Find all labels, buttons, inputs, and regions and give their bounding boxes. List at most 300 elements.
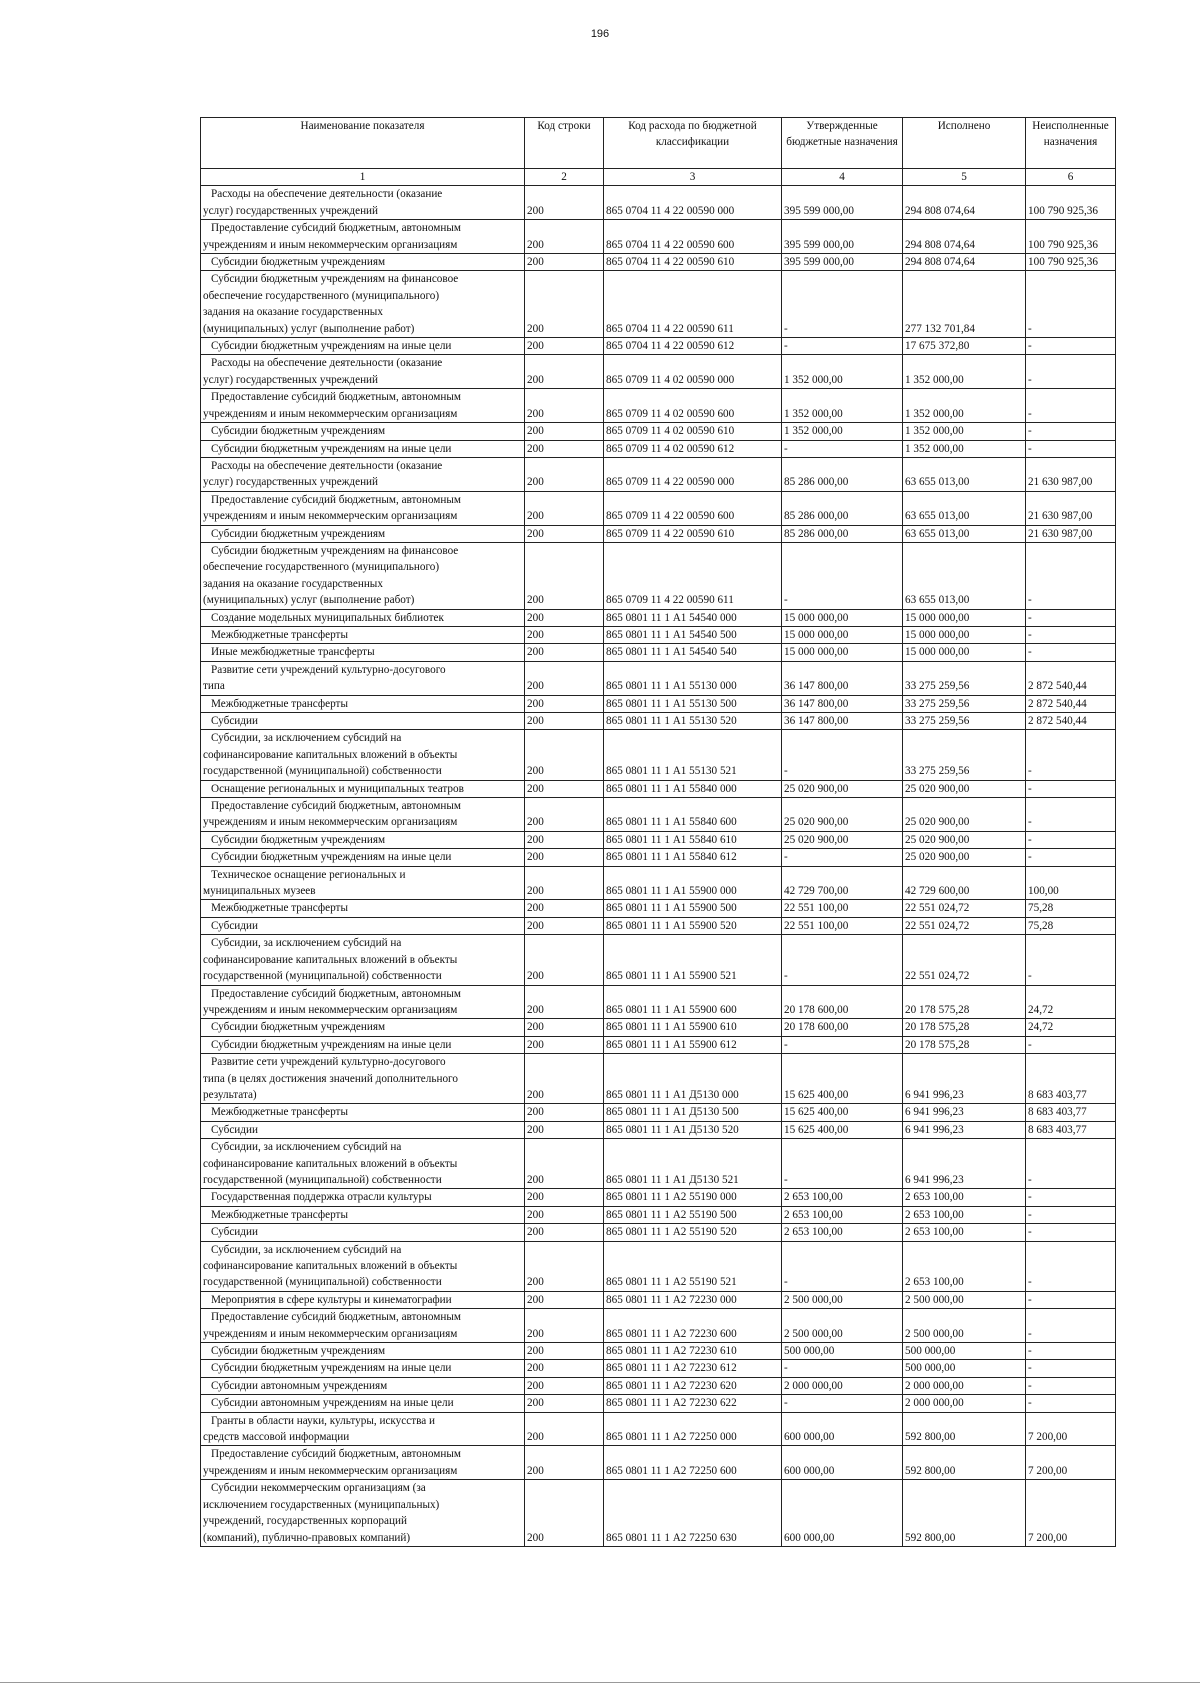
row-unexecuted: 8 683 403,77 xyxy=(1026,1121,1116,1138)
row-name-line: Гранты в области науки, культуры, искусства и xyxy=(211,1414,435,1427)
row-line-code: 200 xyxy=(525,1241,604,1291)
table-body xyxy=(201,186,1116,1547)
row-unexecuted: - xyxy=(1026,644,1116,661)
row-unexecuted: - xyxy=(1026,609,1116,626)
row-name-line: государственной (муниципальной) собственности xyxy=(203,1276,442,1289)
row-unexecuted: 7 200,00 xyxy=(1026,1480,1116,1547)
row-unexecuted: 21 630 987,00 xyxy=(1026,457,1116,491)
row-unexecuted: - xyxy=(1026,1360,1116,1377)
row-line-code: 200 xyxy=(525,1206,604,1223)
row-approved: 600 000,00 xyxy=(782,1412,903,1446)
row-name xyxy=(201,457,525,491)
table-row xyxy=(201,1189,1116,1206)
table-row xyxy=(201,457,1116,491)
row-expense-code: 865 0709 11 4 02 00590 000 xyxy=(604,355,782,389)
row-name-line: Межбюджетные трансферты xyxy=(211,902,348,915)
row-line-code: 200 xyxy=(525,423,604,440)
row-name-line: Субсидии автономным учреждениям xyxy=(211,1379,388,1392)
row-name-line: Субсидии бюджетным учреждениям на иные цели xyxy=(211,1038,452,1051)
row-approved: 1 352 000,00 xyxy=(782,355,903,389)
row-name-line: государственной (муниципальной) собственности xyxy=(203,970,442,983)
row-line-code: 200 xyxy=(525,713,604,730)
row-expense-code: 865 0801 11 1 А1 55130 520 xyxy=(604,713,782,730)
column-number: 1 xyxy=(201,169,525,186)
header-name: Наименование показателя xyxy=(201,118,525,169)
row-expense-code: 865 0801 11 1 А2 72250 630 xyxy=(604,1480,782,1547)
row-approved: 600 000,00 xyxy=(782,1446,903,1480)
row-approved: - xyxy=(782,271,903,338)
row-name-line: услуг) государственных учреждений xyxy=(203,373,379,386)
row-line-code: 200 xyxy=(525,661,604,695)
row-name xyxy=(201,1054,525,1104)
table-row xyxy=(201,780,1116,797)
row-name-line: Межбюджетные трансферты xyxy=(211,1208,348,1221)
row-executed: 592 800,00 xyxy=(903,1480,1026,1547)
row-unexecuted: - xyxy=(1026,1395,1116,1412)
table-row xyxy=(201,730,1116,780)
table-row xyxy=(201,849,1116,866)
row-name-line: результата) xyxy=(203,1088,257,1101)
row-name-line: Субсидии бюджетным учреждениям на иные цели xyxy=(211,1362,452,1375)
row-name-line: обеспечение государственного (муниципального) xyxy=(203,289,440,302)
row-line-code: 200 xyxy=(525,644,604,661)
row-approved: 36 147 800,00 xyxy=(782,695,903,712)
row-approved: 1 352 000,00 xyxy=(782,389,903,423)
row-executed: 22 551 024,72 xyxy=(903,935,1026,985)
row-name-line: Развитие сети учреждений культурно-досугового xyxy=(211,1056,446,1069)
row-expense-code: 865 0704 11 4 22 00590 000 xyxy=(604,186,782,220)
table-row xyxy=(201,1343,1116,1360)
header-line-code: Код строки xyxy=(525,118,604,169)
row-executed: 22 551 024,72 xyxy=(903,917,1026,934)
row-executed: 42 729 600,00 xyxy=(903,866,1026,900)
row-executed: 6 941 996,23 xyxy=(903,1121,1026,1138)
row-expense-code: 865 0801 11 1 А1 54540 540 xyxy=(604,644,782,661)
row-unexecuted: - xyxy=(1026,798,1116,832)
table-row xyxy=(201,985,1116,1019)
row-approved: 395 599 000,00 xyxy=(782,220,903,254)
row-approved: 15 625 400,00 xyxy=(782,1054,903,1104)
column-number: 5 xyxy=(903,169,1026,186)
column-number: 2 xyxy=(525,169,604,186)
table-row xyxy=(201,1139,1116,1189)
row-executed: 2 653 100,00 xyxy=(903,1206,1026,1223)
row-name-line: софинансирование капитальных вложений в объекты xyxy=(203,748,458,761)
column-number: 4 xyxy=(782,169,903,186)
row-expense-code: 865 0801 11 1 А1 Д5130 500 xyxy=(604,1104,782,1121)
row-executed: 63 655 013,00 xyxy=(903,525,1026,542)
row-line-code: 200 xyxy=(525,355,604,389)
row-approved: 20 178 600,00 xyxy=(782,1019,903,1036)
row-executed: 15 000 000,00 xyxy=(903,644,1026,661)
row-name xyxy=(201,1206,525,1223)
row-name-line: государственной (муниципальной) собственности xyxy=(203,1173,442,1186)
row-line-code: 200 xyxy=(525,220,604,254)
table-row xyxy=(201,661,1116,695)
row-unexecuted: - xyxy=(1026,849,1116,866)
row-name-line: Субсидии, за исключением субсидий на xyxy=(211,732,402,745)
row-expense-code: 865 0801 11 1 А2 72230 610 xyxy=(604,1343,782,1360)
row-unexecuted: - xyxy=(1026,1224,1116,1241)
table-row xyxy=(201,1121,1116,1138)
table-row xyxy=(201,626,1116,643)
table-row xyxy=(201,1309,1116,1343)
row-name-line: муниципальных музеев xyxy=(203,885,316,898)
row-name xyxy=(201,1189,525,1206)
row-name-line: средств массовой информации xyxy=(203,1431,350,1444)
row-line-code: 200 xyxy=(525,798,604,832)
row-name-line: софинансирование капитальных вложений в объекты xyxy=(203,1157,458,1170)
row-unexecuted: - xyxy=(1026,542,1116,609)
row-approved: 20 178 600,00 xyxy=(782,985,903,1019)
row-name-line: Оснащение региональных и муниципальных театров xyxy=(211,782,464,795)
row-name-line: государственной (муниципальной) собственности xyxy=(203,765,442,778)
row-name-line: Субсидии бюджетным учреждениям на иные цели xyxy=(211,340,452,353)
row-approved: 85 286 000,00 xyxy=(782,457,903,491)
row-unexecuted: 100 790 925,36 xyxy=(1026,186,1116,220)
row-unexecuted: 75,28 xyxy=(1026,900,1116,917)
row-executed: 2 000 000,00 xyxy=(903,1395,1026,1412)
row-unexecuted: - xyxy=(1026,1291,1116,1308)
row-name-line: софинансирование капитальных вложений в объекты xyxy=(203,1260,458,1272)
row-expense-code: 865 0704 11 4 22 00590 612 xyxy=(604,338,782,355)
row-executed: 25 020 900,00 xyxy=(903,798,1026,832)
row-name xyxy=(201,780,525,797)
row-name-line: Субсидии автономным учреждениям на иные цели xyxy=(211,1397,454,1410)
row-approved: - xyxy=(782,730,903,780)
row-expense-code: 865 0801 11 1 А1 55900 520 xyxy=(604,917,782,934)
row-name-line: Субсидии бюджетным учреждениям на финансовое xyxy=(211,544,459,557)
row-expense-code: 865 0801 11 1 А1 55900 610 xyxy=(604,1019,782,1036)
row-name xyxy=(201,355,525,389)
row-unexecuted: - xyxy=(1026,1309,1116,1343)
row-name xyxy=(201,1377,525,1394)
row-expense-code: 865 0709 11 4 02 00590 600 xyxy=(604,389,782,423)
row-name xyxy=(201,525,525,542)
row-expense-code: 865 0709 11 4 22 00590 000 xyxy=(604,457,782,491)
row-line-code: 200 xyxy=(525,338,604,355)
row-name-line: Субсидии некоммерческим организациям (за xyxy=(211,1482,426,1495)
row-executed: 25 020 900,00 xyxy=(903,849,1026,866)
row-line-code: 200 xyxy=(525,1480,604,1547)
row-executed: 6 941 996,23 xyxy=(903,1054,1026,1104)
row-executed: 277 132 701,84 xyxy=(903,271,1026,338)
row-name xyxy=(201,491,525,525)
row-approved: - xyxy=(782,440,903,457)
row-name xyxy=(201,186,525,220)
row-executed: 33 275 259,56 xyxy=(903,713,1026,730)
row-name-line: Предоставление субсидий бюджетным, автономным xyxy=(211,493,461,506)
row-line-code: 200 xyxy=(525,831,604,848)
row-approved: 36 147 800,00 xyxy=(782,661,903,695)
row-name-line: услуг) государственных учреждений xyxy=(203,476,379,489)
row-approved: 25 020 900,00 xyxy=(782,798,903,832)
table-row xyxy=(201,713,1116,730)
row-expense-code: 865 0801 11 1 А1 55840 600 xyxy=(604,798,782,832)
row-expense-code: 865 0801 11 1 А1 55130 500 xyxy=(604,695,782,712)
row-unexecuted: - xyxy=(1026,1343,1116,1360)
table-row xyxy=(201,1377,1116,1394)
row-name xyxy=(201,338,525,355)
row-line-code: 200 xyxy=(525,730,604,780)
row-name xyxy=(201,1360,525,1377)
row-approved: 395 599 000,00 xyxy=(782,186,903,220)
table-row xyxy=(201,917,1116,934)
table-row xyxy=(201,831,1116,848)
row-unexecuted: 2 872 540,44 xyxy=(1026,661,1116,695)
row-name-line: учреждениям и иным некоммерческим организациям xyxy=(203,1327,458,1340)
row-line-code: 200 xyxy=(525,1360,604,1377)
row-unexecuted: - xyxy=(1026,355,1116,389)
table-row xyxy=(201,542,1116,609)
row-approved: 15 625 400,00 xyxy=(782,1104,903,1121)
row-name-line: Предоставление субсидий бюджетным, автономным xyxy=(211,987,461,1000)
row-approved: 2 500 000,00 xyxy=(782,1309,903,1343)
row-line-code: 200 xyxy=(525,1036,604,1053)
row-name-line: Межбюджетные трансферты xyxy=(211,697,348,710)
row-unexecuted: - xyxy=(1026,271,1116,338)
row-line-code: 200 xyxy=(525,254,604,271)
row-name-line: Создание модельных муниципальных библиотек xyxy=(211,611,444,624)
row-line-code: 200 xyxy=(525,1019,604,1036)
row-approved: 2 653 100,00 xyxy=(782,1206,903,1223)
row-approved: 42 729 700,00 xyxy=(782,866,903,900)
row-unexecuted: 21 630 987,00 xyxy=(1026,525,1116,542)
row-expense-code: 865 0801 11 1 А1 55130 000 xyxy=(604,661,782,695)
row-name xyxy=(201,1395,525,1412)
row-executed: 6 941 996,23 xyxy=(903,1104,1026,1121)
row-executed: 25 020 900,00 xyxy=(903,831,1026,848)
row-unexecuted: 24,72 xyxy=(1026,985,1116,1019)
row-expense-code: 865 0801 11 1 А1 54540 500 xyxy=(604,626,782,643)
row-executed: 592 800,00 xyxy=(903,1446,1026,1480)
row-name-line: задания на оказание государственных xyxy=(203,577,383,590)
row-name-line: Мероприятия в сфере культуры и кинематографии xyxy=(211,1293,452,1306)
row-name xyxy=(201,220,525,254)
row-approved: 15 000 000,00 xyxy=(782,626,903,643)
row-expense-code: 865 0801 11 1 А1 55840 610 xyxy=(604,831,782,848)
row-unexecuted: - xyxy=(1026,730,1116,780)
row-unexecuted: - xyxy=(1026,1189,1116,1206)
row-executed: 33 275 259,56 xyxy=(903,661,1026,695)
row-name-line: Развитие сети учреждений культурно-досугового xyxy=(211,663,446,676)
row-name xyxy=(201,1036,525,1053)
row-line-code: 200 xyxy=(525,917,604,934)
row-name-line: обеспечение государственного (муниципального) xyxy=(203,561,440,574)
row-line-code: 200 xyxy=(525,1224,604,1241)
row-executed: 500 000,00 xyxy=(903,1360,1026,1377)
row-line-code: 200 xyxy=(525,457,604,491)
row-line-code: 200 xyxy=(525,1412,604,1446)
row-line-code: 200 xyxy=(525,542,604,609)
row-unexecuted: 7 200,00 xyxy=(1026,1412,1116,1446)
row-name xyxy=(201,661,525,695)
row-name-line: софинансирование капитальных вложений в объекты xyxy=(203,953,458,966)
row-name-line: Субсидии, за исключением субсидий на xyxy=(211,1243,402,1256)
row-unexecuted: - xyxy=(1026,1036,1116,1053)
row-name-line: Субсидии бюджетным учреждениям на иные цели xyxy=(211,851,452,864)
row-name-line: Субсидии, за исключением субсидий на xyxy=(211,1141,402,1154)
table-row xyxy=(201,525,1116,542)
row-name-line: Субсидии бюджетным учреждениям на финансовое xyxy=(211,273,459,286)
table-row xyxy=(201,220,1116,254)
row-executed: 20 178 575,28 xyxy=(903,985,1026,1019)
row-approved: 25 020 900,00 xyxy=(782,780,903,797)
row-name xyxy=(201,1412,525,1446)
row-name xyxy=(201,1104,525,1121)
row-expense-code: 865 0801 11 1 А1 55130 521 xyxy=(604,730,782,780)
row-executed: 20 178 575,28 xyxy=(903,1036,1026,1053)
row-unexecuted: - xyxy=(1026,338,1116,355)
row-name-line: Субсидии xyxy=(211,1226,258,1239)
row-line-code: 200 xyxy=(525,695,604,712)
row-name xyxy=(201,713,525,730)
row-unexecuted: 2 872 540,44 xyxy=(1026,695,1116,712)
row-name-line: Предоставление субсидий бюджетным, автономным xyxy=(211,1448,461,1461)
row-unexecuted: 100 790 925,36 xyxy=(1026,254,1116,271)
row-expense-code: 865 0704 11 4 22 00590 610 xyxy=(604,254,782,271)
row-approved: 600 000,00 xyxy=(782,1480,903,1547)
row-name xyxy=(201,1139,525,1189)
table-row xyxy=(201,1224,1116,1241)
row-approved: - xyxy=(782,935,903,985)
row-name xyxy=(201,900,525,917)
row-line-code: 200 xyxy=(525,1446,604,1480)
row-name-line: Субсидии xyxy=(211,715,258,727)
row-name-line: Государственная поддержка отрасли культуры xyxy=(211,1191,432,1204)
row-unexecuted: 21 630 987,00 xyxy=(1026,491,1116,525)
row-name-line: Предоставление субсидий бюджетным, автономным xyxy=(211,222,461,235)
row-name xyxy=(201,849,525,866)
row-approved: 1 352 000,00 xyxy=(782,423,903,440)
table-row xyxy=(201,1395,1116,1412)
row-expense-code: 865 0801 11 1 А2 55190 520 xyxy=(604,1224,782,1241)
row-approved: 2 500 000,00 xyxy=(782,1291,903,1308)
row-approved: - xyxy=(782,1241,903,1291)
row-executed: 500 000,00 xyxy=(903,1343,1026,1360)
row-unexecuted: 8 683 403,77 xyxy=(1026,1054,1116,1104)
row-executed: 1 352 000,00 xyxy=(903,423,1026,440)
row-name-line: Субсидии xyxy=(211,1123,258,1136)
row-unexecuted: 7 200,00 xyxy=(1026,1446,1116,1480)
row-name-line: Субсидии бюджетным учреждениям xyxy=(211,1021,386,1034)
row-approved: - xyxy=(782,1395,903,1412)
row-approved: - xyxy=(782,542,903,609)
row-approved: 36 147 800,00 xyxy=(782,713,903,730)
row-approved: 500 000,00 xyxy=(782,1343,903,1360)
row-name-line: учреждениям и иным некоммерческим организациям xyxy=(203,816,458,829)
table-row xyxy=(201,609,1116,626)
row-executed: 33 275 259,56 xyxy=(903,730,1026,780)
table-row xyxy=(201,900,1116,917)
row-line-code: 200 xyxy=(525,389,604,423)
row-line-code: 200 xyxy=(525,780,604,797)
row-line-code: 200 xyxy=(525,186,604,220)
row-executed: 20 178 575,28 xyxy=(903,1019,1026,1036)
row-executed: 15 000 000,00 xyxy=(903,626,1026,643)
row-executed: 63 655 013,00 xyxy=(903,457,1026,491)
row-line-code: 200 xyxy=(525,849,604,866)
row-executed: 294 808 074,64 xyxy=(903,254,1026,271)
row-expense-code: 865 0801 11 1 А1 Д5130 521 xyxy=(604,1139,782,1189)
row-line-code: 200 xyxy=(525,1104,604,1121)
table-row xyxy=(201,491,1116,525)
row-executed: 63 655 013,00 xyxy=(903,542,1026,609)
row-approved: 395 599 000,00 xyxy=(782,254,903,271)
row-unexecuted: - xyxy=(1026,389,1116,423)
row-approved: 85 286 000,00 xyxy=(782,491,903,525)
row-name xyxy=(201,730,525,780)
row-name xyxy=(201,866,525,900)
row-name-line: Техническое оснащение региональных и xyxy=(211,868,406,881)
row-name xyxy=(201,1241,525,1291)
row-executed: 1 352 000,00 xyxy=(903,389,1026,423)
row-unexecuted: - xyxy=(1026,831,1116,848)
table-row xyxy=(201,1291,1116,1308)
row-executed: 22 551 024,72 xyxy=(903,900,1026,917)
row-name-line: Расходы на обеспечение деятельности (оказание xyxy=(211,459,443,472)
row-line-code: 200 xyxy=(525,440,604,457)
row-name-line: учреждений, государственных корпораций xyxy=(203,1515,407,1528)
row-expense-code: 865 0801 11 1 А2 72230 612 xyxy=(604,1360,782,1377)
row-line-code: 200 xyxy=(525,271,604,338)
row-expense-code: 865 0709 11 4 22 00590 600 xyxy=(604,491,782,525)
row-unexecuted: 2 872 540,44 xyxy=(1026,713,1116,730)
row-name-line: Расходы на обеспечение деятельности (оказание xyxy=(211,357,443,370)
table-row xyxy=(201,1446,1116,1480)
row-name-line: (муниципальных) услуг (выполнение работ) xyxy=(203,322,415,335)
row-expense-code: 865 0704 11 4 22 00590 600 xyxy=(604,220,782,254)
row-expense-code: 865 0801 11 1 А2 55190 000 xyxy=(604,1189,782,1206)
row-approved: - xyxy=(782,338,903,355)
row-name-line: Субсидии бюджетным учреждениям на иные цели xyxy=(211,442,452,455)
row-name-line: типа (в целях достижения значений дополнительного xyxy=(203,1072,458,1085)
row-expense-code: 865 0801 11 1 А2 72230 600 xyxy=(604,1309,782,1343)
row-name-line: Межбюджетные трансферты xyxy=(211,1106,348,1119)
row-expense-code: 865 0801 11 1 А2 72250 000 xyxy=(604,1412,782,1446)
row-name xyxy=(201,1480,525,1547)
table-row xyxy=(201,1036,1116,1053)
table-row xyxy=(201,1019,1116,1036)
row-name-line: (муниципальных) услуг (выполнение работ) xyxy=(203,594,415,607)
row-approved: - xyxy=(782,1036,903,1053)
row-name xyxy=(201,626,525,643)
row-name xyxy=(201,1343,525,1360)
row-expense-code: 865 0801 11 1 А1 Д5130 520 xyxy=(604,1121,782,1138)
row-unexecuted: - xyxy=(1026,423,1116,440)
row-name-line: Расходы на обеспечение деятельности (оказание xyxy=(211,188,443,201)
row-name-line: задания на оказание государственных xyxy=(203,306,383,319)
row-approved: 2 653 100,00 xyxy=(782,1189,903,1206)
row-expense-code: 865 0801 11 1 А1 54540 000 xyxy=(604,609,782,626)
row-expense-code: 865 0801 11 1 А2 55190 521 xyxy=(604,1241,782,1291)
row-expense-code: 865 0801 11 1 А2 55190 500 xyxy=(604,1206,782,1223)
row-line-code: 200 xyxy=(525,1395,604,1412)
table-row xyxy=(201,1480,1116,1547)
row-name-line: Субсидии бюджетным учреждениям xyxy=(211,1345,386,1358)
row-expense-code: 865 0801 11 1 А2 72230 620 xyxy=(604,1377,782,1394)
row-name-line: Субсидии бюджетным учреждениям xyxy=(211,425,386,438)
row-expense-code: 865 0801 11 1 А2 72250 600 xyxy=(604,1446,782,1480)
row-name xyxy=(201,1291,525,1308)
row-name-line: учреждениям и иным некоммерческим организациям xyxy=(203,510,458,523)
row-executed: 2 500 000,00 xyxy=(903,1291,1026,1308)
row-approved: - xyxy=(782,849,903,866)
table-row xyxy=(201,271,1116,338)
row-line-code: 200 xyxy=(525,900,604,917)
table-header-row xyxy=(201,118,1116,169)
row-line-code: 200 xyxy=(525,935,604,985)
